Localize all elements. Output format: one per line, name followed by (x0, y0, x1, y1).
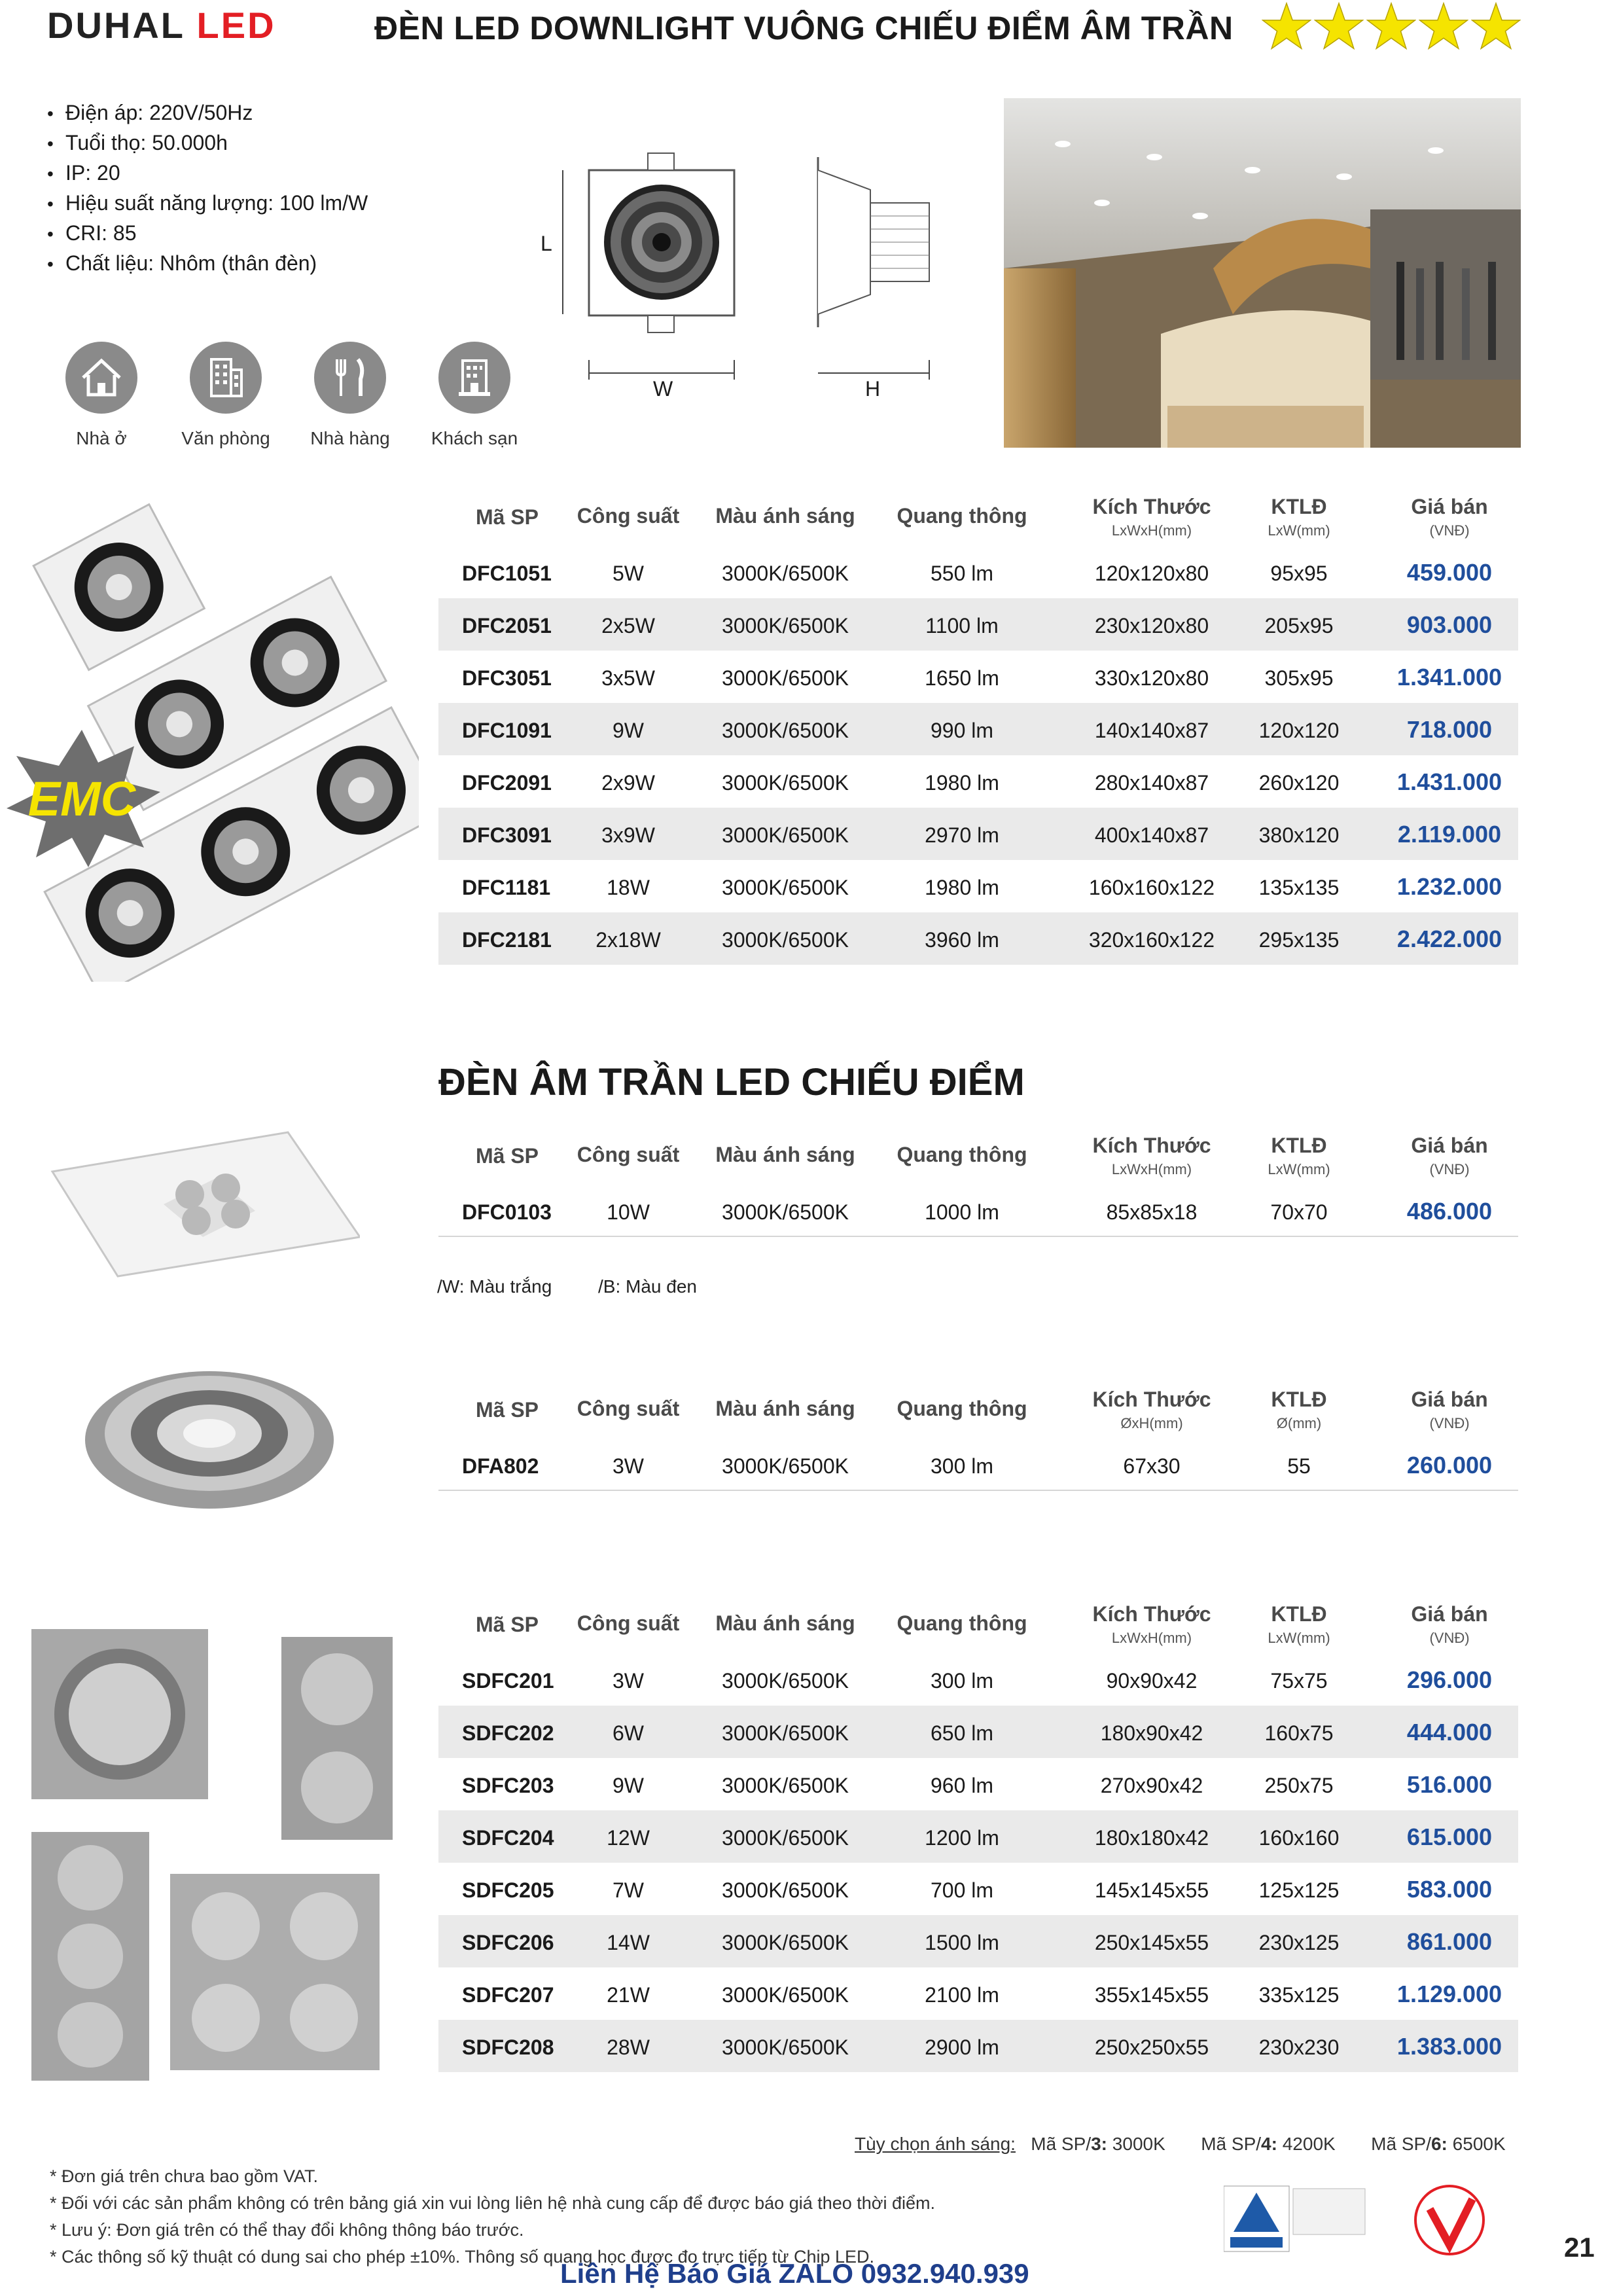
use-label: Văn phòng (181, 428, 270, 448)
cutout-value: 70x70 (1270, 1200, 1328, 1224)
price-value: 718.000 (1406, 716, 1493, 743)
size-value: 180x90x42 (1100, 1721, 1203, 1745)
spec-list (47, 98, 368, 279)
option-3-value: 3000K (1112, 2134, 1165, 2154)
color-temp-value: 3000K/6500K (722, 666, 849, 690)
color-temp-value: 3000K/6500K (722, 562, 849, 585)
color-temp-value: 3000K/6500K (722, 1454, 849, 1478)
power-value: 9W (613, 719, 644, 742)
product-code: DFC0103 (462, 1200, 552, 1224)
table-row (438, 1810, 1518, 1863)
header-size-unit: LxWxH(mm) (1111, 1161, 1192, 1177)
use-restaurant (288, 342, 412, 449)
color-temp-value: 3000K/6500K (722, 719, 849, 742)
power-value: 2x18W (595, 928, 661, 952)
spec-item (47, 219, 368, 249)
note-white: /W: Màu trắng (437, 1276, 552, 1297)
price-value: 260.000 (1406, 1452, 1493, 1479)
power-value: 3x9W (601, 823, 655, 847)
cutout-value: 380x120 (1258, 823, 1340, 847)
power-value: 3W (613, 1454, 644, 1478)
price-value: 516.000 (1406, 1771, 1493, 1798)
option-4-prefix: Mã SP/ (1201, 2134, 1262, 2154)
header-lumen: Quang thông (897, 1143, 1027, 1166)
product-code: SDFC206 (462, 1931, 554, 1954)
price-value: 2.119.000 (1397, 821, 1502, 848)
cutout-value: 230x125 (1258, 1931, 1340, 1954)
price-value: 861.000 (1406, 1928, 1493, 1955)
size-value: 400x140x87 (1094, 823, 1209, 847)
header-power: Công suất (577, 504, 680, 528)
cutout-value: 95x95 (1270, 562, 1328, 585)
color-temp-value: 3000K/6500K (722, 1826, 849, 1850)
star-icon (1262, 1, 1311, 51)
spec-text: Điện áp: 220V/50Hz (65, 101, 253, 124)
spec-text: Hiệu suất năng lượng: 100 lm/W (65, 191, 368, 215)
header-price: Giá bán (1411, 1602, 1488, 1626)
spec-text: IP: 20 (65, 161, 120, 185)
spec-item (47, 128, 368, 158)
power-value: 3W (613, 1669, 644, 1693)
color-temp-value: 3000K/6500K (722, 1878, 849, 1902)
color-temp-value: 3000K/6500K (722, 1774, 849, 1797)
spec-text: Chất liệu: Nhôm (thân đèn) (65, 251, 317, 275)
cutout-value: 205x95 (1264, 614, 1334, 637)
table-row (438, 651, 1518, 703)
table-row (438, 1863, 1518, 1915)
price-value: 903.000 (1406, 611, 1493, 638)
lumen-value: 1200 lm (925, 1826, 999, 1850)
table-row (438, 546, 1518, 598)
lumen-value: 1980 lm (925, 771, 999, 795)
header-ktld-unit: LxW(mm) (1268, 522, 1330, 539)
product-code: SDFC205 (462, 1878, 554, 1902)
size-value: 180x180x42 (1094, 1826, 1209, 1850)
color-temp-value: 3000K/6500K (722, 1669, 849, 1693)
size-value: 140x140x87 (1094, 719, 1209, 742)
option-4-code: 4: (1261, 2134, 1277, 2154)
price-table-dfc0103 (438, 1124, 1518, 1237)
emc-badge (0, 726, 164, 870)
table-row (438, 860, 1518, 912)
header-color: Màu ánh sáng (715, 1143, 855, 1166)
star-icon (1314, 1, 1364, 51)
color-temp-value: 3000K/6500K (722, 771, 849, 795)
product-code: SDFC204 (462, 1826, 554, 1850)
table-row (438, 755, 1518, 808)
lumen-value: 1100 lm (925, 614, 999, 637)
cutout-value: 135x135 (1258, 876, 1340, 899)
header-size-unit: LxWxH(mm) (1111, 522, 1192, 539)
use-label: Nhà hàng (310, 428, 390, 448)
lumen-value: 1000 lm (925, 1200, 999, 1224)
header-ktld-unit: Ø(mm) (1276, 1415, 1322, 1431)
rating-stars (1262, 1, 1521, 51)
header-code: Mã SP (475, 1613, 539, 1636)
size-value: 320x160x122 (1088, 928, 1215, 952)
power-value: 18W (607, 876, 650, 899)
lumen-value: 650 lm (930, 1721, 994, 1745)
page-title: ĐÈN LED DOWNLIGHT VUÔNG CHIẾU ĐIỂM ÂM TRẦN (374, 10, 1234, 46)
lumen-value: 2900 lm (925, 2036, 999, 2059)
star-icon (1419, 1, 1468, 51)
power-value: 3x5W (601, 666, 655, 690)
table-header (438, 1593, 1518, 1653)
spec-item (47, 158, 368, 188)
table-row (438, 808, 1518, 860)
header-size-unit: LxWxH(mm) (1111, 1630, 1192, 1646)
lumen-value: 300 lm (930, 1669, 994, 1693)
technical-drawing (530, 144, 949, 409)
power-value: 21W (607, 1983, 650, 2007)
product-code: DFC1091 (462, 719, 552, 742)
header-color: Màu ánh sáng (715, 1611, 855, 1635)
price-value: 615.000 (1406, 1823, 1493, 1850)
certification-badges (1224, 2179, 1499, 2268)
header-ktld-unit: LxW(mm) (1268, 1161, 1330, 1177)
header-size-unit: ØxH(mm) (1120, 1415, 1183, 1431)
color-temp-value: 3000K/6500K (722, 1931, 849, 1954)
product-code: SDFC201 (462, 1669, 554, 1693)
size-value: 250x250x55 (1094, 2036, 1209, 2059)
option-3-prefix: Mã SP/ (1031, 2134, 1092, 2154)
use-hotel (412, 342, 537, 449)
header-lumen: Quang thông (897, 1397, 1027, 1420)
hotel-icon (438, 342, 510, 414)
header-ktld: KTLĐ (1271, 1602, 1327, 1626)
price-value: 2.422.000 (1396, 925, 1502, 952)
price-value: 583.000 (1406, 1876, 1493, 1903)
header-size: Kích Thước (1092, 1602, 1211, 1626)
emc-badge-text: EMC (27, 772, 136, 826)
option-6-value: 6500K (1452, 2134, 1506, 2154)
drawing-label-w: W (653, 377, 673, 401)
table-header (438, 1124, 1518, 1185)
table-row (438, 2020, 1518, 2072)
header-price: Giá bán (1411, 1134, 1488, 1157)
price-value: 1.341.000 (1396, 664, 1502, 691)
table-body (438, 1185, 1518, 1237)
table-row (438, 1706, 1518, 1758)
header-price-unit: (VNĐ) (1429, 1415, 1470, 1431)
office-building-icon (190, 342, 262, 414)
power-value: 12W (607, 1826, 650, 1850)
price-value: 1.431.000 (1396, 768, 1502, 795)
size-value: 90x90x42 (1106, 1669, 1198, 1693)
header-size: Kích Thước (1092, 1388, 1211, 1411)
product-code: DFC3091 (462, 823, 552, 847)
options-label: Tùy chọn ánh sáng: (855, 2134, 1016, 2154)
option-4-value: 4200K (1282, 2134, 1336, 2154)
header-power: Công suất (577, 1143, 680, 1166)
brand-logo (47, 4, 276, 46)
size-value: 85x85x18 (1106, 1200, 1198, 1224)
color-temp-value: 3000K/6500K (722, 614, 849, 637)
size-value: 330x120x80 (1094, 666, 1209, 690)
header-price: Giá bán (1411, 1388, 1488, 1411)
drawing-label-l: L (541, 232, 552, 255)
size-value: 280x140x87 (1094, 771, 1209, 795)
table-row (438, 1185, 1518, 1237)
star-icon (1471, 1, 1521, 51)
price-value: 1.383.000 (1396, 2033, 1502, 2060)
table-row (438, 598, 1518, 651)
header-color: Màu ánh sáng (715, 1397, 855, 1420)
product-image-dfa802 (79, 1348, 340, 1522)
table-row (438, 1758, 1518, 1810)
size-value: 355x145x55 (1094, 1983, 1209, 2007)
product-code: SDFC208 (462, 2036, 554, 2059)
lumen-value: 3960 lm (925, 928, 999, 952)
color-temp-value: 3000K/6500K (722, 823, 849, 847)
house-icon (65, 342, 137, 414)
size-value: 270x90x42 (1100, 1774, 1203, 1797)
drawing-label-h: H (865, 377, 881, 401)
price-table-dfa802 (438, 1378, 1518, 1491)
page-number: 21 (1564, 2232, 1595, 2263)
color-temp-value: 3000K/6500K (722, 1983, 849, 2007)
header-ktld: KTLĐ (1271, 1134, 1327, 1157)
header-ktld: KTLĐ (1271, 1388, 1327, 1411)
power-value: 14W (607, 1931, 650, 1954)
product-code: DFC1181 (462, 876, 551, 899)
color-temp-value: 3000K/6500K (722, 928, 849, 952)
cutout-value: 160x160 (1258, 1826, 1340, 1850)
power-value: 6W (613, 1721, 644, 1745)
lumen-value: 1650 lm (925, 666, 999, 690)
table-row (438, 1653, 1518, 1706)
table-row (438, 1915, 1518, 1967)
product-code: SDFC207 (462, 1983, 554, 2007)
note-black: /B: Màu đen (598, 1276, 697, 1297)
product-code: DFC2181 (462, 928, 552, 952)
size-value: 230x120x80 (1094, 614, 1209, 637)
header-ktld-unit: LxW(mm) (1268, 1630, 1330, 1646)
table-body (438, 1439, 1518, 1491)
table-header (438, 486, 1518, 546)
power-value: 5W (613, 562, 644, 585)
size-value: 67x30 (1123, 1454, 1181, 1478)
price-value: 296.000 (1406, 1666, 1493, 1693)
contact-info[interactable]: Liên Hệ Báo Giá ZALO 0932.940.939 (560, 2258, 1029, 2289)
product-code: DFC2091 (462, 771, 552, 795)
option-6-code: 6: (1430, 2134, 1448, 2154)
spec-item (47, 188, 368, 219)
use-label: Khách sạn (431, 428, 518, 448)
header-ktld: KTLĐ (1271, 495, 1327, 518)
header-code: Mã SP (475, 505, 539, 529)
power-value: 10W (607, 1200, 650, 1224)
table-body (438, 546, 1518, 965)
product-code: DFC1051 (462, 562, 552, 585)
spec-item (47, 249, 368, 279)
lumen-value: 990 lm (930, 719, 994, 742)
use-home (39, 342, 164, 449)
cutout-value: 230x230 (1258, 2036, 1340, 2059)
product-code: DFC3051 (462, 666, 552, 690)
interior-photo (1004, 98, 1521, 448)
power-value: 9W (613, 1774, 644, 1797)
lumen-value: 1980 lm (925, 876, 999, 899)
color-temp-value: 3000K/6500K (722, 876, 849, 899)
price-value: 1.232.000 (1396, 873, 1502, 900)
cutout-value: 250x75 (1264, 1774, 1334, 1797)
spec-text: CRI: 85 (65, 221, 137, 245)
cutout-value: 335x125 (1258, 1983, 1340, 2007)
header-price-unit: (VNĐ) (1429, 1161, 1470, 1177)
product-code: SDFC203 (462, 1774, 554, 1797)
price-table-dfc (438, 486, 1518, 965)
brand-name: DUHAL (47, 5, 185, 46)
product-code: SDFC202 (462, 1721, 554, 1745)
size-value: 250x145x55 (1094, 1931, 1209, 1954)
power-value: 28W (607, 2036, 650, 2059)
lumen-value: 700 lm (930, 1878, 994, 1902)
cutout-value: 260x120 (1258, 771, 1340, 795)
brand-led: LED (196, 5, 276, 46)
lumen-value: 2970 lm (925, 823, 999, 847)
power-value: 2x9W (601, 771, 655, 795)
section-title: ĐÈN ÂM TRẦN LED CHIẾU ĐIỂM (438, 1061, 1025, 1103)
power-value: 2x5W (601, 614, 655, 637)
table-row (438, 1439, 1518, 1491)
use-office (164, 342, 288, 449)
option-3-code: 3: (1091, 2134, 1108, 2154)
header-lumen: Quang thông (897, 504, 1027, 528)
footnote: * Lưu ý: Đơn giá trên có thể thay đổi không thông báo trước. (50, 2220, 524, 2240)
lumen-value: 300 lm (930, 1454, 994, 1478)
lumen-value: 960 lm (930, 1774, 994, 1797)
spec-item (47, 98, 368, 128)
header-code: Mã SP (475, 1144, 539, 1168)
footnote: * Đơn giá trên chưa bao gồm VAT. (50, 2166, 318, 2186)
footnote: * Các thông số kỹ thuật có dung sai cho phép ±10%. Thông số quang học được đo trực tiếp từ Chip LED. (50, 2247, 874, 2267)
footnotes (50, 2163, 935, 2270)
table-body (438, 1653, 1518, 2072)
lumen-value: 2100 lm (925, 1983, 999, 2007)
price-table-sdfc (438, 1593, 1518, 2072)
table-row (438, 912, 1518, 965)
size-value: 120x120x80 (1094, 562, 1209, 585)
price-value: 444.000 (1406, 1719, 1493, 1746)
product-image-dfc0103 (46, 1126, 360, 1286)
lumen-value: 1500 lm (925, 1931, 999, 1954)
cutout-value: 125x125 (1258, 1878, 1340, 1902)
cutout-value: 120x120 (1258, 719, 1340, 742)
product-code: DFA802 (462, 1454, 539, 1478)
fork-knife-icon (314, 342, 386, 414)
table-row (438, 703, 1518, 755)
header-power: Công suất (577, 1611, 680, 1635)
usage-icons (39, 342, 537, 449)
price-value: 1.129.000 (1396, 1981, 1502, 2007)
color-temp-value: 3000K/6500K (722, 1200, 849, 1224)
light-options (855, 2134, 1506, 2155)
footnote: * Đối với các sản phẩm không có trên bảng giá xin vui lòng liên hệ nhà cung cấp để được báo giá theo thời điểm. (50, 2193, 936, 2213)
cutout-value: 160x75 (1264, 1721, 1334, 1745)
header-price-unit: (VNĐ) (1429, 522, 1470, 539)
option-6-prefix: Mã SP/ (1371, 2134, 1431, 2154)
header-lumen: Quang thông (897, 1611, 1027, 1635)
lumen-value: 550 lm (930, 562, 994, 585)
header-power: Công suất (577, 1397, 680, 1420)
cutout-value: 75x75 (1270, 1669, 1328, 1693)
spec-text: Tuổi thọ: 50.000h (65, 131, 228, 154)
header-size: Kích Thước (1092, 495, 1211, 518)
header-code: Mã SP (475, 1398, 539, 1422)
use-label: Nhà ở (76, 428, 127, 448)
header-price: Giá bán (1411, 495, 1488, 518)
size-value: 160x160x122 (1088, 876, 1215, 899)
table-row (438, 1967, 1518, 2020)
product-code: DFC2051 (462, 614, 552, 637)
color-temp-value: 3000K/6500K (722, 1721, 849, 1745)
color-temp-value: 3000K/6500K (722, 2036, 849, 2059)
header-size: Kích Thước (1092, 1134, 1211, 1157)
size-value: 145x145x55 (1094, 1878, 1209, 1902)
star-icon (1366, 1, 1416, 51)
header-price-unit: (VNĐ) (1429, 1630, 1470, 1646)
price-value: 486.000 (1406, 1198, 1493, 1225)
cutout-value: 305x95 (1264, 666, 1334, 690)
cutout-value: 295x135 (1258, 928, 1340, 952)
price-value: 459.000 (1406, 559, 1493, 586)
power-value: 7W (613, 1878, 644, 1902)
product-image-sdfc-series (26, 1626, 406, 2088)
header-color: Màu ánh sáng (715, 504, 855, 528)
cutout-value: 55 (1287, 1454, 1311, 1478)
table-header (438, 1378, 1518, 1439)
